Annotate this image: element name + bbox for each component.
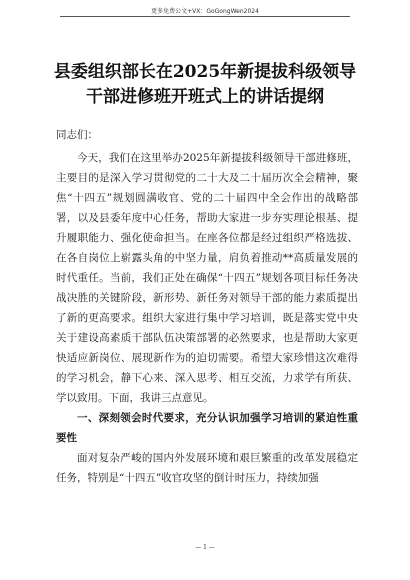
document-body xyxy=(56,148,358,488)
title-line-1: 县委组织部长在2025年新提拔科级领导 xyxy=(53,62,357,82)
page-number: — 1 — xyxy=(195,544,215,551)
paragraph-intro: 今天，我们在这里举办2025年新提拔科级领导干部进修班，主要目的是深入学习贯彻党的二十大及二十届历次全会精神，聚焦“十四五”规划圆满收官、党的二十届四中全会作出的战略部署，以及县委年度中心任务，帮助大家进一步夯实理论根基、提升履职能力、强化使命担当。在座各位都是经过组织严格选拔、在各自岗位上崭露头角的中坚力量，肩负着推动**高质量发展的时代重任。当前，我们正处在确保“十四五”规划各项目标任务决战决胜的关键阶段，新形势、新任务对领导干部的能力素质提出了新的更高要求。组织大家进行集中学习培训，既是落实党中央关于建设高素质干部队伍决策部署的必然要求，也是帮助大家更快适应新岗位、展现新作为的迫切需要。希望大家珍惜这次难得的学习机会，静下心来、深入思考、相互交流，力求学有所获、学以致用。下面，我讲三点意见。 xyxy=(56,152,358,404)
header-divider xyxy=(60,16,350,17)
section-heading-1: 一、深刻领会时代要求，充分认识加强学习培训的紧迫性重要性 xyxy=(56,412,358,444)
salutation: 同志们： xyxy=(56,129,98,141)
header-note: 更多免费公文+VX：GoGongWen2024 xyxy=(151,8,259,15)
title-line-2: 干部进修班开班式上的讲话提纲 xyxy=(86,87,324,107)
paragraph-section-1: 面对复杂严峻的国内外发展环境和艰巨繁重的改革发展稳定任务，特别是“十四五”收官攻坚的倒计时压力，持续加强 xyxy=(56,452,358,484)
document-title xyxy=(50,60,360,110)
